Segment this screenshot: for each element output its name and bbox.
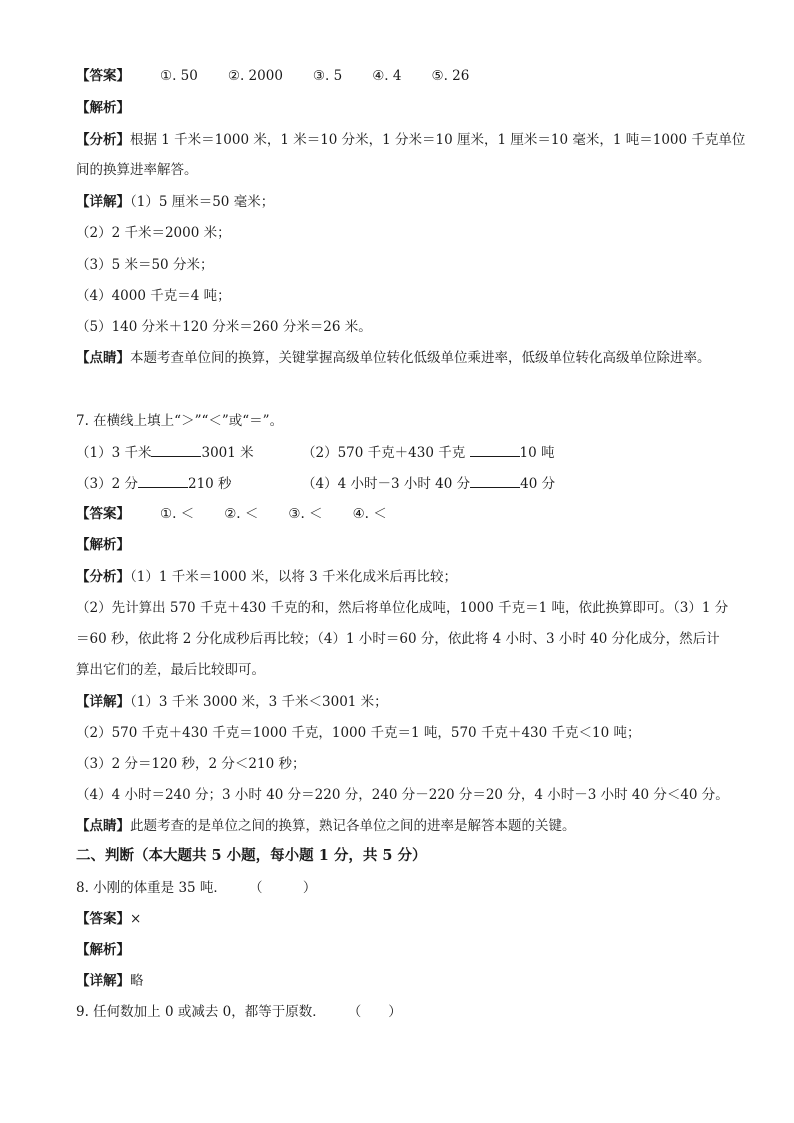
q7-detail-tag: 【详解】 bbox=[76, 694, 130, 710]
detail-line-4: （4）4000 千克＝4 吨； bbox=[76, 288, 231, 304]
q8-answer: × bbox=[130, 911, 142, 927]
q7-answer-line bbox=[76, 504, 387, 524]
q7-row-2 bbox=[76, 473, 556, 494]
q9-answer-paren[interactable]: （ ） bbox=[347, 1004, 402, 1020]
q9-stem-line bbox=[76, 1002, 402, 1022]
analysis-text: 根据 1 千米＝1000 米，1 米＝10 分米，1 分米＝10 厘米，1 厘米＝10 毫米，1 吨＝1000 千克单位 bbox=[130, 132, 746, 148]
q7-answer-3: ③. ＜ bbox=[288, 506, 323, 522]
answer-2: ②. 2000 bbox=[227, 68, 283, 84]
q7-jiexi-heading: 【解析】 bbox=[76, 537, 130, 553]
q7-detail-text: （1）3 千米 3000 米，3 千米＜3001 米； bbox=[130, 694, 388, 710]
q7-comment-line bbox=[76, 816, 576, 836]
q8-answer-paren[interactable]: （ ） bbox=[248, 880, 317, 896]
comment-tag: 【点睛】 bbox=[76, 350, 130, 366]
q7-detail-line-2: （2）570 千克＋430 千克＝1000 千克，1000 千克＝1 吨，570 千克＋430 千克＜10 吨； bbox=[76, 725, 641, 741]
q7-row-1 bbox=[76, 442, 555, 463]
detail-line-1 bbox=[76, 192, 274, 212]
q7-comment-tag: 【点睛】 bbox=[76, 818, 130, 834]
q8-answer-line bbox=[76, 909, 141, 929]
detail-line-3: （3）5 米＝50 分米； bbox=[76, 257, 214, 273]
q8-stem: 8. 小刚的体重是 35 吨． bbox=[76, 880, 227, 896]
q7-item-2: （2）570 千克＋430 千克 10 吨 bbox=[302, 442, 554, 463]
q8-answer-tag: 【答案】 bbox=[76, 911, 130, 927]
q8-stem-line bbox=[76, 878, 316, 898]
q7-detail-line-1 bbox=[76, 692, 388, 712]
q8-detail-line bbox=[76, 971, 144, 991]
answer-line bbox=[76, 66, 469, 86]
q7-stem: 7. 在横线上填上“＞”“＜”或“＝”。 bbox=[76, 413, 284, 429]
analysis-tag: 【分析】 bbox=[76, 132, 130, 148]
comment-text: 本题考查单位间的换算，关键掌握高级单位转化低级单位乘进率，低级单位转化高级单位除进率。 bbox=[130, 350, 711, 366]
q7-analysis-line-1 bbox=[76, 567, 457, 587]
answer-tag: 【答案】 bbox=[76, 68, 130, 84]
section-2-title: 二、判断（本大题共 5 小题，每小题 1 分，共 5 分） bbox=[76, 847, 427, 864]
q7-item-1: （1）3 千米 3001 米 bbox=[76, 445, 254, 461]
q7-analysis-line-2: （2）先计算出 570 千克＋430 千克的和，然后将单位化成吨，1000 千克＝1 吨，依此换算即可。（3）1 分 bbox=[76, 600, 729, 616]
detail-line-2: （2）2 千米＝2000 米； bbox=[76, 225, 231, 241]
q7-blank-4[interactable] bbox=[470, 473, 520, 488]
analysis-line-1 bbox=[76, 130, 745, 150]
q7-blank-3[interactable] bbox=[138, 473, 188, 488]
jiexi-heading: 【解析】 bbox=[76, 100, 130, 116]
q7-detail-line-3: （3）2 分＝120 秒，2 分＜210 秒； bbox=[76, 756, 306, 772]
detail-text: （1）5 厘米＝50 毫米； bbox=[130, 194, 275, 210]
q9-stem: 9. 任何数加上 0 或减去 0，都等于原数． bbox=[76, 1004, 326, 1020]
q7-answer-1: ①. ＜ bbox=[160, 506, 195, 522]
analysis-line-2: 间的换算进率解答。 bbox=[76, 162, 198, 178]
q7-answer-2: ②. ＜ bbox=[224, 506, 259, 522]
q7-analysis-tag: 【分析】 bbox=[76, 569, 130, 585]
detail-tag: 【详解】 bbox=[76, 194, 130, 210]
q7-answer-4: ④. ＜ bbox=[352, 506, 387, 522]
q7-comment-text: 此题考查的是单位之间的换算，熟记各单位之间的进率是解答本题的关键。 bbox=[130, 818, 576, 834]
q7-analysis-text: （1）1 千米＝1000 米，以将 3 千米化成米后再比较； bbox=[130, 569, 458, 585]
q7-analysis-line-3: ＝60 秒，依此将 2 分化成秒后再比较；（4）1 小时＝60 分，依此将 4 小时、3 小时 40 分化成分，然后计 bbox=[76, 631, 720, 647]
detail-line-5: （5）140 分米＋120 分米＝260 分米＝26 米。 bbox=[76, 319, 372, 335]
q7-item-3: （3）2 分 210 秒 bbox=[76, 476, 232, 492]
answer-4: ④. 4 bbox=[372, 68, 402, 84]
q8-detail-tag: 【详解】 bbox=[76, 973, 130, 989]
q7-detail-line-4: （4）4 小时＝240 分；3 小时 40 分＝220 分，240 分－220 分＝20 分，4 小时－3 小时 40 分＜40 分。 bbox=[76, 787, 729, 803]
answer-5: ⑤. 26 bbox=[431, 68, 470, 84]
q7-blank-2[interactable] bbox=[470, 442, 520, 457]
q7-answer-tag: 【答案】 bbox=[76, 506, 130, 522]
answer-3: ③. 5 bbox=[312, 68, 343, 84]
answer-1: ①. 50 bbox=[160, 68, 198, 84]
comment-line bbox=[76, 348, 711, 368]
q8-detail: 略 bbox=[130, 973, 144, 989]
q8-jiexi-heading: 【解析】 bbox=[76, 942, 130, 958]
q7-item-4: （4）4 小时－3 小时 40 分 40 分 bbox=[302, 473, 555, 494]
q7-blank-1[interactable] bbox=[151, 442, 201, 457]
q7-analysis-line-4: 算出它们的差，最后比较即可。 bbox=[76, 662, 265, 678]
